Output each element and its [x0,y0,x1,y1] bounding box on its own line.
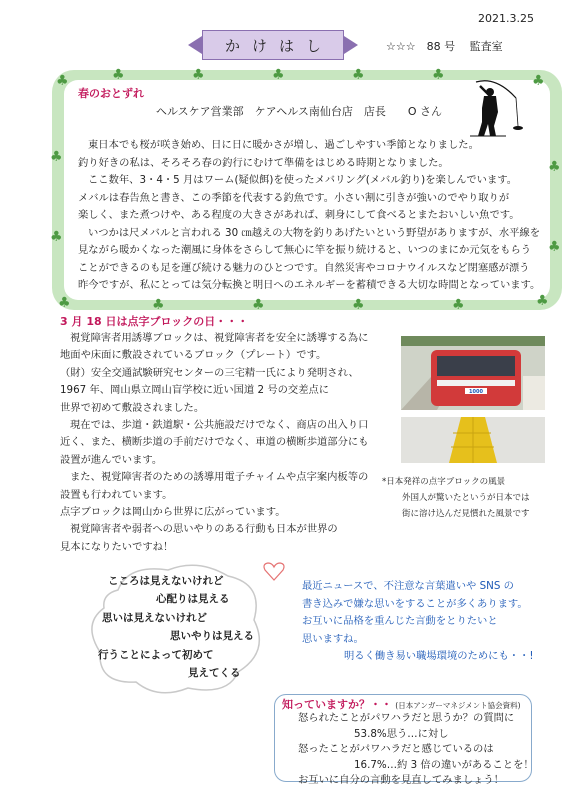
heart-icon [262,560,286,582]
poem-line: 行うことによって初めて [98,648,214,661]
train-station-photo [401,336,545,410]
notice-line: 思いますね。 [302,632,364,645]
clover-icon: ♣ [112,67,125,83]
section-title-braille: 3 月 18 日は点字ブロックの日・・・ [60,315,249,328]
poem-line: 心配りは見える [156,593,230,606]
did-you-know-body [298,711,534,789]
paragraph-line: （財）安全交通試験研究センターの三宅精一氏により発明され、 [60,366,359,379]
paragraph-line: 世界で初めて敷設されました。 [60,401,205,414]
paragraph-line: 釣り好きの私は、そろそろ春の釣行にむけて準備をはじめる時期となりました。 [78,156,449,169]
poem-line: こころは見えないけれど [108,575,224,587]
did-you-know-title: 知っていますか？・・ [282,698,392,711]
newsletter-title-banner [188,30,358,60]
photo-caption-line: *日本発祥の点字ブロックの風景 [382,477,506,487]
cloud-poem [98,572,258,682]
clover-icon: ♣ [352,297,365,313]
notice-line: お互いに品格を重んじた言動をとりたいと [302,615,498,627]
section-title-spring: 春のおとずれ [78,87,144,100]
angler-silhouette-icon [466,78,524,140]
clover-icon: ♣ [252,297,265,313]
paragraph-line: 東日本でも桜が咲き始め、日に日に暖かさが増し、過ごしやすい季節となりました。 [88,139,479,151]
clover-icon: ♣ [536,293,549,309]
photo-caption-line: 外国人が驚いたというが日本では [402,493,530,503]
clover-icon: ♣ [432,67,445,83]
paragraph-line: 点字ブロックは岡山から世界に広がっています。 [60,506,286,519]
banner-right-tail [344,36,358,54]
paragraph-line: 見ながら暖かくなった潮風に身体をさらして無心に竿を振り続けると、いつのまにか元気をもらう [78,244,532,256]
poem-line: 思いは見えないけれど [102,611,207,624]
poem-line: 思いやりは見える [170,630,254,643]
paragraph-line: ことができるのも足を運び続ける魅力のひとつです。自然災害やコロナウイルスなど閉塞感が漂う [78,261,530,274]
poem-line: 見えてくる [188,667,241,680]
paragraph-line: メバルは春告魚と書き、この季節を代表する釣魚です。小さい割に引きが強いのでやり取りが [78,191,510,204]
paragraph-line: 見本になりたいですね！ [60,540,174,553]
issue-number: ☆☆☆ 88 号 監査室 [386,40,503,53]
clover-icon: ♣ [50,149,63,165]
spring-article-body [78,137,548,295]
paragraph-line: また、視覚障害者のための誘導用電子チャイムや点字案内板等の [70,471,369,484]
know-line: 怒ったことがパワハラだと感じているのは [298,743,494,756]
clover-icon: ♣ [548,239,561,255]
paragraph-line: 昨今ですが、私にとっては気分転換と明日へのエネルギーを蓄積できる大切な時間となっています。 [78,279,541,291]
notice-line: 明るく働き易い職場環境のためにも・・! [344,650,534,662]
know-line: 53.8%思う…に対し [354,727,449,740]
newsletter-title: かけはし [202,30,344,60]
train-number: 1000 [469,389,483,395]
paragraph-line: 近く、また、横断歩道の手前だけでなく、車道の横断歩道部分にも [60,436,369,449]
did-you-know-source: (日本アンガーマネジメント協会資料) [395,701,521,710]
clover-icon: ♣ [58,295,71,311]
clover-icon: ♣ [56,73,69,89]
clover-icon: ♣ [50,229,63,245]
clover-icon: ♣ [452,297,465,313]
did-you-know-header [282,696,521,712]
clover-icon: ♣ [548,159,561,175]
tactile-paving-photo [401,417,545,463]
clover-icon: ♣ [192,67,205,83]
clover-icon: ♣ [272,67,285,83]
braille-article-body [60,330,380,556]
issue-date: 2021.3.25 [478,12,534,25]
article-author: ヘルスケア営業部 ケアヘルス南仙台店 店長 O さん [156,105,443,118]
notice-message [302,578,557,666]
paragraph-line: 楽しく、また煮つけや、ある程度の大きさがあれば、刺身にして食べるとまたおいしい魚です。 [78,209,520,221]
banner-left-tail [188,36,202,54]
clover-icon: ♣ [152,297,165,313]
clover-icon: ♣ [352,67,365,83]
clover-icon: ♣ [532,73,545,89]
paragraph-line: 設置も行われています。 [60,488,173,501]
paragraph-line: 視覚障害者や弱者への思いやりのある行動も日本が世界の [70,523,338,536]
paragraph-line: 地面や床面に敷設されているブロック（プレート）です。 [60,349,327,362]
paragraph-line: ここ数年、3・4・5 月はワーム(疑似餌)を使ったメバリング(メバル釣り)を楽しんでいます。 [88,174,518,186]
paragraph-line: いつかは尺メバルと言われる 30 ㎝越えの大物を釣りあげたいという野望がありますが、水平線を [88,226,541,239]
paragraph-line: 1967 年、岡山県立岡山盲学校に近い国道 2 号の交差点に [60,384,330,397]
paragraph-line: 設置が進んでいます。 [60,453,163,466]
photo-caption-line: 街に溶け込んだ見慣れた風景です [402,509,530,519]
notice-line: 書き込みで嫌な思いをすることが多くあります。 [302,597,528,610]
notice-line: 最近ニュースで、不注意な言葉遣いや SNS の [302,580,514,592]
paragraph-line: 現在では、歩道・鉄道駅・公共施設だけでなく、商店の出入り口 [70,419,369,432]
paragraph-line: 視覚障害者用誘導ブロックは、視覚障害者を安全に誘導する為に [70,332,369,344]
know-line: 16.7%…約 3 倍の違いがあることを！ [354,758,534,771]
know-line: 怒られたことがパワハラだと思うか？の質問に [298,712,515,724]
know-line: お互いに自分の言動を見直してみましょう！ [298,774,504,787]
